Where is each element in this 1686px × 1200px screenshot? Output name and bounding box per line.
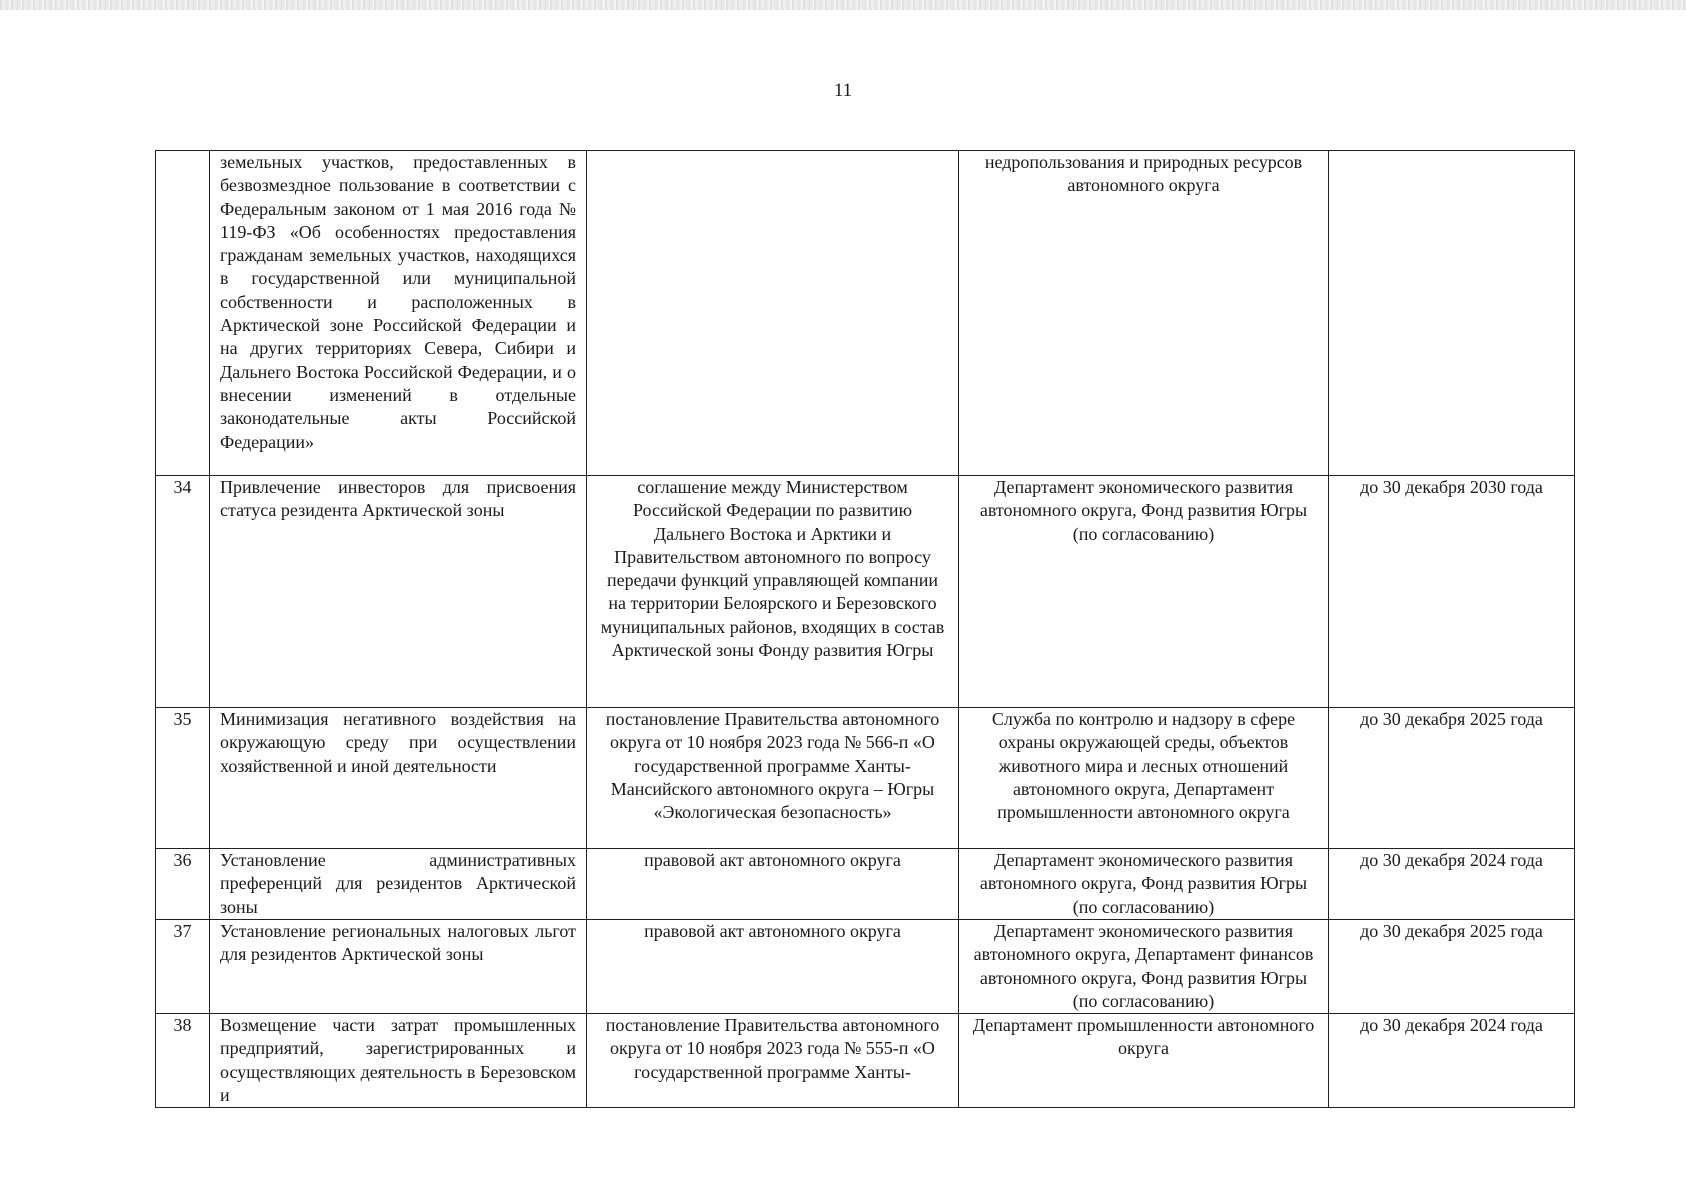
row-number: 37 [156,920,210,1014]
row-document: правовой акт автономного округа [587,920,959,1014]
row-term [1329,151,1575,476]
row-description: Установление административных преференций для резидентов Арктической зоны [210,849,587,920]
row-number: 36 [156,849,210,920]
row-document: правовой акт автономного округа [587,849,959,920]
row-description: Установление региональных налоговых льгот для резидентов Арктической зоны [210,920,587,1014]
row-description: Минимизация негативного воздействия на окружающую среду при осуществлении хозяйственной и иной деятельности [210,708,587,849]
table-row [156,1014,1575,1108]
row-term: до 30 декабря 2025 года [1329,920,1575,1014]
row-term: до 30 декабря 2025 года [1329,708,1575,849]
row-description: Возмещение части затрат промышленных предприятий, зарегистрированных и осуществляющих деятельность в Березовском и [210,1014,587,1108]
row-document: соглашение между Министерством Российской Федерации по развитию Дальнего Востока и Арктики и Правительством автономного по вопросу передачи функций управляющей компании на территории Белоярского и Березовского муниципальных районов, входящих в состав Арктической зоны Фонду развития Югры [587,476,959,708]
page-number: 11 [833,80,853,101]
table-row [156,920,1575,1014]
row-responsible: Департамент экономического развития автономного округа, Фонд развития Югры (по согласованию) [959,849,1329,920]
row-term: до 30 декабря 2024 года [1329,849,1575,920]
row-number [156,151,210,476]
row-term: до 30 декабря 2024 года [1329,1014,1575,1108]
row-number: 35 [156,708,210,849]
row-description: земельных участков, предоставленных в безвозмездное пользование в соответствии с Федеральным законом от 1 мая 2016 года № 119-ФЗ «Об особенностях предоставления гражданам земельных участков, находящихся в государственной или муниципальной собственности и расположенных в Арктической зоне Российской Федерации и на других территориях Севера, Сибири и Дальнего Востока Российской Федерации, и о внесении изменений в отдельные законодательные акты Российской Федерации» [210,151,587,476]
row-document: постановление Правительства автономного округа от 10 ноября 2023 года № 555-п «О государственной программе Ханты- [587,1014,959,1108]
row-responsible: Департамент экономического развития автономного округа, Департамент финансов автономного округа, Фонд развития Югры (по согласованию) [959,920,1329,1014]
scan-edge [0,0,1686,10]
table-row [156,849,1575,920]
row-number: 38 [156,1014,210,1108]
row-number: 34 [156,476,210,708]
row-responsible: недропользования и природных ресурсов автономного округа [959,151,1329,476]
table-row [156,708,1575,849]
plan-table [155,150,1575,1108]
row-document: постановление Правительства автономного округа от 10 ноября 2023 года № 566-п «О государственной программе Ханты-Мансийского автономного округа – Югры «Экологическая безопасность» [587,708,959,849]
row-term: до 30 декабря 2030 года [1329,476,1575,708]
row-responsible: Департамент промышленности автономного округа [959,1014,1329,1108]
table-row [156,151,1575,476]
row-description: Привлечение инвесторов для присвоения статуса резидента Арктической зоны [210,476,587,708]
table-row [156,476,1575,708]
row-document [587,151,959,476]
row-responsible: Служба по контролю и надзору в сфере охраны окружающей среды, объектов животного мира и лесных отношений автономного округа, Департамент промышленности автономного округа [959,708,1329,849]
row-responsible: Департамент экономического развития автономного округа, Фонд развития Югры (по согласованию) [959,476,1329,708]
